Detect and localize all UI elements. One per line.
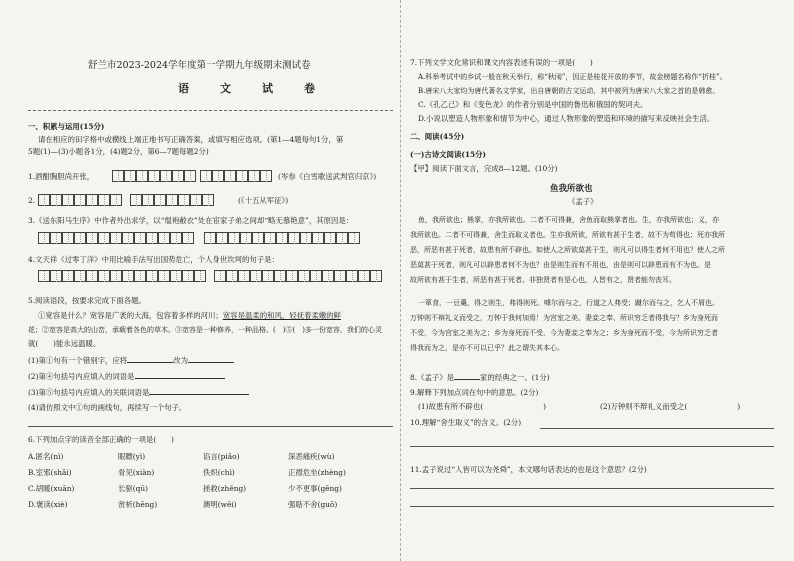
q5-para-line2: 花；②宽容是高大的山峦，承载着各色的草木。③宽容是一种修养，一种品格。( )⑤( )多一份宽容，我们的心灵 (28, 326, 382, 334)
q7-option-d: D.小说以塑造人物形象和情节为中心，通过人物形象的塑造和环境的描写来反映社会生活。 (418, 114, 715, 123)
q6-option-1-0: B.室邪(shǎi) (28, 468, 72, 477)
subsection-heading: (一)古诗文阅读(15分) (410, 150, 487, 159)
q6-text: 6.下列加点字的读音全部正确的一项是( ) (28, 435, 174, 444)
q6-option-3-3: 强聒不舍(guō) (288, 500, 338, 509)
q5-sub1-blank1[interactable] (127, 355, 173, 363)
q6-option-0-1: 眼瞟(yì) (118, 452, 146, 461)
q6-option-1-2: 佚炽(chì) (203, 468, 235, 477)
q6-option-2-1: 长驱(qū) (118, 484, 149, 493)
q2-grid[interactable] (38, 194, 228, 208)
section1-heading: 一、积累与运用(15分) (28, 122, 105, 131)
instruction-line1: 请在相应的田字格中或横线上端正地书写正确答案，或填写相应选项。(第1—4题每句1分，第 (38, 135, 344, 144)
q8-blank[interactable] (454, 372, 480, 380)
q11-line1[interactable] (410, 488, 774, 489)
q10-line1[interactable] (540, 428, 774, 429)
q5-sub3: (3)第⑤句括号内应填入的关联词语是 (28, 387, 249, 398)
q11-line2[interactable] (410, 506, 774, 507)
q10-line2[interactable] (410, 446, 774, 447)
q7-option-a: A.科举考试中的乡试一般在秋天举行，称“秋闱”，因正是桂花开放的季节，故金榜题名称作“折桂”。 (418, 73, 727, 81)
q6-option-2-3: 少不更事(gēng) (288, 484, 342, 493)
q5-sub2: (2)第④句括号内应填入的词语是 (28, 371, 225, 382)
passage-line: 我所欲也。二者不可得兼，舍生而取义者也。生亦我所欲，所欲有甚于生者，故不为苟得也；死亦我所 (410, 231, 725, 239)
q7-option-c: C.《孔乙己》和《变色龙》的作者分别是中国的鲁迅和俄国的契诃夫。 (418, 100, 648, 109)
fold-line (400, 0, 401, 561)
q8: 8.《孟子》是 家的经典之一。(1分) (410, 373, 550, 382)
q6-option-3-0: D.褒读(xiè) (28, 500, 68, 509)
section2-heading: 二、阅读(45分) (410, 132, 465, 141)
poem-title: 鱼我所欲也 (550, 184, 593, 194)
passage-line: 万钟则不辩礼义而受之，万钟于我何加焉！为宫室之美、妻妾之奉、所识穷乏者得我与？乡为身死而 (410, 314, 718, 322)
q5-sub1: (1)第①句有一个错别字，应将 改为 (28, 355, 234, 366)
q2-note: (《十五从军征》) (238, 196, 289, 205)
q1-grid[interactable] (112, 170, 272, 184)
q5-sub2-blank[interactable] (135, 371, 225, 379)
q7-text: 7.下列文学文化常识和课文内容表述有误的一项是( ) (410, 58, 593, 67)
q9: 9.解释下列加点词在句中的意思。(2分) (410, 388, 539, 397)
passage-line: 鱼，我所欲也；熊掌，亦我所欲也。二者不可得兼，舍鱼而取熊掌者也。生，亦我所欲也；义，亦 (418, 216, 719, 224)
q11: 11.孟子说过“人皆可以为尧舜”，本文哪句话表达的也是这个意思？(2分) (410, 465, 647, 474)
q5-sentence1: ①宽容是什么？宽容是广袤的大海，包容着多样的河川； (38, 311, 223, 320)
q6-option-0-2: 谄言(piǎo) (203, 452, 240, 461)
q6-option-0-3: 深恶痛疾(wù) (288, 452, 335, 461)
q5-sub4: (4)请仿照文中①句的画线句，再续写一个句子。 (28, 403, 187, 412)
passage-line: 不受，今为宫室之美为之；乡为身死而不受，今为妻妾之奉为之；乡为身死而不受，今为所识穷乏者 (410, 329, 718, 337)
q6-option-2-2: 拯救(zhěng) (203, 484, 247, 493)
q6-option-1-1: 骨见(xiàn) (118, 468, 155, 477)
q3-text: 3.《送东阳马生序》中作者外出求学，以“缊袍敝衣”处在宦家子弟之间却“略无慕艳意”，其原因是： (28, 216, 354, 225)
q6-option-2-0: C.胡暖(xuān) (28, 484, 75, 493)
subject-title: 语 文 试 卷 (178, 82, 325, 95)
q10: 10.理解“舍生取义”的含义。(2分) (410, 418, 522, 427)
passage-line: 一箪食，一豆羹，得之则生，弗得则死。嘑尔而与之，行道之人弗受；蹴尔而与之，乞人不屑也。 (418, 299, 719, 307)
q6-option-3-1: 赏析(hēng) (118, 500, 158, 509)
poem-author: 《孟子》 (568, 197, 598, 206)
q3-grid[interactable] (38, 232, 378, 246)
q5-para-line3: 就( )能永远温暖。 (28, 339, 101, 348)
divider (28, 110, 393, 111)
q9-2: (2)万钟则不辩礼义而受之( ) (600, 402, 741, 411)
q9-1: (1)故患有所不辟也( ) (418, 402, 546, 411)
q6-option-1-3: 正襟危坐(zhèng) (288, 468, 346, 477)
q5-sub3-blank[interactable] (149, 387, 249, 395)
q5-underlined: 宽容是温柔的和风，轻抚着柔嫩的鲜 (222, 311, 342, 320)
q1-text: 1.酒酣胸胆尚开张， (28, 172, 95, 181)
passage-line: 故所欲有甚于生者，所恶有甚于死者。非独贤者有是心也，人皆有之，贤者能勿丧耳。 (410, 276, 676, 284)
q4-text: 4.文天祥《过零丁洋》中用比喻手法写出国势危亡，个人身世坎坷的句子是： (28, 255, 279, 264)
passage-line: 恶莫甚于死者，则凡可以辟患者何不为也？由是则生而有不用也，由是则可以辟患而有不为也。是 (410, 261, 711, 269)
reading-instruction: 【甲】阅读下面文言，完成8—12题。(10分) (410, 164, 558, 173)
instruction-line2: 5题(1)—(3)小题各1分，(4)题2分，第6—7题每题2分) (28, 147, 209, 156)
q6-option-0-0: A.匿名(nì) (28, 452, 64, 461)
q5-answer-line[interactable] (28, 426, 393, 427)
passage-line: 得我而为之，是亦不可以已乎？此之谓失其本心。 (410, 344, 564, 352)
q4-grid[interactable] (38, 270, 378, 284)
q5-para-line1 (38, 311, 341, 321)
q5-sub1-blank2[interactable] (188, 355, 234, 363)
q2-number: 2. (28, 196, 36, 205)
q6-option-3-2: 澳明(wēi) (203, 500, 237, 509)
q7-option-b: B.唐宋八大家均为唐代著名文学家，出自唐朝的古文运动，其中被列为唐宋八大家之首的是韩愈。 (418, 87, 720, 95)
q5-heading: 5.阅读语段，按要求完成下面各题。 (28, 296, 146, 305)
q1-note: (岑参《白雪歌送武判官归京》) (278, 172, 377, 181)
passage-line: 恶，所恶有甚于死者，故患有所不辟也。如使人之所欲莫甚于生，则凡可以得生者何不用也？使人之所 (410, 246, 725, 254)
exam-title: 舒兰市2023-2024学年度第一学期九年级期末测试卷 (88, 60, 311, 71)
